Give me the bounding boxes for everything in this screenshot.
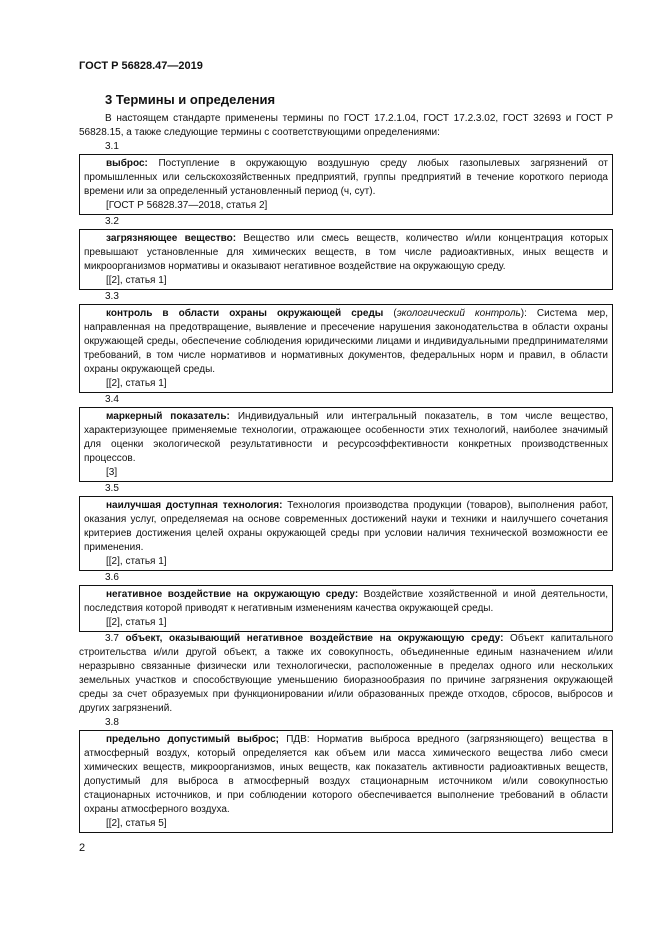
term-number: 3.1 [105, 141, 119, 152]
term-definition: ПДВ: Норматив выброса вредного (загрязняющего) вещества в атмосферный воздух, который определяется как объем или масса химического вещества либо смеси химических веществ, микроорганизмов, иных веществ, как показатель активности радиоактивных веществ, допустимый для выброса в атмосферный воздух стационарным источником и/или совокупностью стационарных источников, и при соблюдении которого обеспечивается выполнение требований в области охраны атмосферного воздуха. [84, 734, 608, 815]
term-source: [[2], статья 5] [106, 818, 167, 829]
term-name: наилучшая доступная технология: [106, 500, 283, 511]
term-definition: Воздействие хозяйственной и иной деятельности, последствия которой приводят к негативным изменениям качества окружающей среды. [84, 589, 608, 614]
term-source: [[2], статья 1] [106, 617, 167, 628]
term-name: контроль в области охраны окружающей среды [106, 308, 384, 319]
term-definition: : Система мер, направленная на предотвращение, выявление и пресечение нарушения законодательства в области охраны окружающей среды, обеспечение соблюдения юридическими лицами и индивидуальными предпринимателями требований, в том числе нормативов и нормативных документов, федеральных норм и правил, в области охраны окружающей среды. [84, 308, 608, 375]
term-definition: Объект капитального строительства и/или другой объект, а также их совокупность, объединенные единым назначением и/или неразрывно связанные физически или технологически, расположенные в пределах одного или нескольких земельных участков и способствующие уменьшению биоразнообразия по причине загрязнения окружающей среды за счет образуемых при функционировании и/или образованных прежде отходов, сбросов, выбросов и других загрязнений. [79, 633, 614, 714]
term-source: [[2], статья 1] [106, 275, 167, 286]
term-definition: Технология производства продукции (товаров), выполнения работ, оказания услуг, определяемая на основе современных достижений науки и техники и наилучшего сочетания критериев достижения целей охраны окружающей среды при условии наличия технической возможности ее применения. [84, 500, 608, 553]
term-entry: контроль в области охраны окружающей среды (экологический контроль): Система мер, направленная на предотвращение, выявление и пресечение нарушения законодательства в области охраны окружающей среды, обеспечение соблюдения юридическими лицами и индивидуальными предпринимателями требований, в том числе нормативов и нормативных документов, федеральных норм и правил, в области охраны окружающей среды. [84, 308, 608, 375]
term-name: выброс: [106, 158, 148, 169]
term-box-3-4 [79, 407, 613, 482]
term-number: 3.7 [105, 633, 119, 644]
term-source: [[2], статья 1] [106, 378, 167, 389]
term-entry-3-7 [79, 632, 613, 716]
term-entry [84, 410, 608, 466]
term-entry [84, 232, 608, 274]
term-entry [84, 588, 608, 616]
term-name: негативное воздействие на окружающую среду: [106, 589, 359, 600]
term-number: 3.3 [105, 291, 119, 302]
term-entry [84, 733, 608, 817]
term-box-3-6 [79, 585, 613, 632]
section-title: 3 Термины и определения [105, 92, 276, 107]
term-source: [3] [106, 467, 118, 478]
term-number: 3.5 [105, 483, 119, 494]
term-source: [[2], статья 1] [106, 556, 167, 567]
term-source: [ГОСТ Р 56828.37—2018, статья 2] [106, 200, 268, 211]
term-box-3-1 [79, 154, 613, 215]
term-number: 3.2 [105, 216, 119, 227]
page-number: 2 [79, 842, 86, 854]
term-name: загрязняющее вещество: [106, 233, 237, 244]
term-entry [84, 499, 608, 555]
term-box-3-3 [79, 304, 613, 393]
term-name: объект, оказывающий негативное воздействие на окружающую среду: [125, 633, 504, 644]
term-number: 3.8 [105, 717, 119, 728]
term-name: предельно допустимый выброс; [106, 734, 280, 745]
term-box-3-5 [79, 496, 613, 571]
document-body [79, 112, 613, 833]
term-number: 3.4 [105, 394, 119, 405]
term-definition: Поступление в окружающую воздушную среду любых газопылевых загрязнений от промышленных или сельскохозяйственных предприятий, группы предприятий в течение короткого периода времени или за определенный установленный период (ч, сут). [84, 158, 608, 197]
term-alt-name: экологический контроль [396, 308, 521, 319]
intro-paragraph: В настоящем стандарте применены термины по ГОСТ 17.2.1.04, ГОСТ 17.2.3.02, ГОСТ 32693 и ГОСТ Р 56828.15, а также следующие термины с соответствующими определениями: [79, 113, 613, 138]
term-number: 3.6 [105, 572, 119, 583]
term-box-3-2 [79, 229, 613, 290]
document-header: ГОСТ Р 56828.47—2019 [79, 60, 203, 72]
term-entry [84, 157, 608, 199]
term-name: маркерный показатель: [106, 411, 230, 422]
term-definition: Индивидуальный или интегральный показатель, в том числе вещество, характеризующее применяемые технологии, отражающее особенности этих технологий, наиболее значимый для оценки экологической результативности и ресурсоэффективности конкретных производственных процессов. [84, 411, 608, 464]
term-definition: Вещество или смесь веществ, количество и/или концентрация которых превышают установленные для химических веществ, в том числе радиоактивных, иных веществ и микроорганизмов нормативы и оказывают негативное воздействие на окружающую среду. [84, 233, 608, 272]
term-box-3-8 [79, 730, 613, 833]
